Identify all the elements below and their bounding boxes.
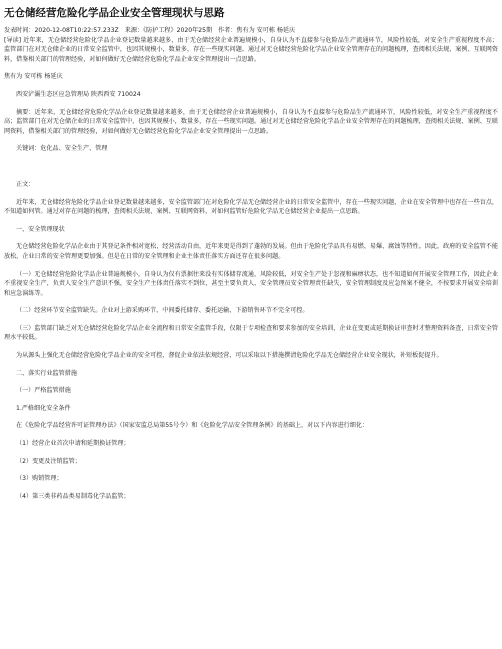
list-item: （2）变更及注销监管； bbox=[16, 457, 81, 465]
list-item: （4）第三类非药品类易制毒化学品监管； bbox=[16, 492, 130, 500]
subsection-heading: （一）严格监管措施 bbox=[16, 387, 71, 395]
list-item: （3）购销管理； bbox=[16, 475, 63, 483]
keywords: 关键词：危化品、安全生产、管理 bbox=[16, 145, 108, 153]
body-heading: 正文： bbox=[16, 180, 35, 188]
article-meta: 发表时间：2020-12-08T10:22:57.233Z 来源：《防护工程》2020年25期 作者：焦有为 安可栋 杨延庆 bbox=[4, 27, 296, 34]
abstract: 摘要：近年来，无仓储经营危险化学品企业登记数量越来越多，由于无仓储经营企业普遍规模小，自身认为不直接参与危险品生产流通环节，风险性较低，对安全生产重视程度不高；监管部门在对无仓储企业的日常安全监管中，也因其规模小，数量多，存在一些现实问题。通过对无仓储经营危险化学品企业安全管理存在的问题梳理，查阅相关法规、案例、互联网资料，借鉴相关部门的管理经验，对如何做好无仓储经营危险化学品企业安全管理提出一点思路。 bbox=[4, 108, 498, 135]
section1-paragraph-1: 无仓储经营危险化学品企业由于其登记条件相对宽松，经营活动自由，近年来更是得到了蓬勃的发展。但由于危险化学品具有易燃、易爆、腐蚀等特性。因此，政府的安全监管不能放松，企业日常的安全管理更要加强。但是在日常的安全管理和企业主体责任落实方面还存在很多问题。 bbox=[4, 243, 498, 260]
section1-paragraph-3: （二）经营环节安全监管缺失。企业对上游采购环节、中间委托储存、委托运输、下游销售环节不完全可控。 bbox=[16, 307, 309, 315]
section1-paragraph-2: （一）无仓储经营危险化学品企业普遍规模小，自身认为仅有票据往来没有实体储存流通，风险较低，对安全生产处于忽视和麻痹状态，也不知道如何开展安全管理工作，因此企业不重视安全生产，负责人安全生产意识不强，安全生产主体责任落实不到位，甚至主要负责人、安全管理员安全管理责任缺失，安全管理制度及应急预案不健全，不按要求开展安全培训和应急演练等。 bbox=[4, 270, 498, 297]
article-guide: [导读] 近年来，无仓储经营危险化学品企业登记数量越来越多，由于无仓储经营企业普遍规模小，自身认为不直接参与危险品生产流通环节，风险性较低，对安全生产重视程度不高；监管部门在对无仓储企业的日常安全监管中，也因其规模小，数量多，存在一些现实问题。通过对无仓储经营危险化学品企业安全管理存在的问题梳理，查阅相关法规、案例、互联网资料，借鉴相关部门的管理经验，对如何做好无仓储经营危险化学品企业安全管理提出一点思路。 bbox=[4, 36, 498, 63]
intro-paragraph: 近年来，无仓储经营危险化学品企业登记数量越来越多，安全监管部门在对危险化学品无仓储经营企业的日常安全监管中，存在一些现实问题，企业在安全管理中也存在一些盲点，不知道如何管。通过对存在问题的梳理，查阅相关法规、案例、互联网资料，对如何监管好危险化学品无仓储经营企业提出一点思路。 bbox=[4, 198, 498, 216]
section2-paragraph-1: 在《危险化学品经营许可证管理办法》（国家安监总局第55号令）和《危险化学品安全管理条例》的基础上，对以下内容进行细化： bbox=[16, 422, 369, 430]
affiliation: 西安浐灞生态区应急管理局 陕西西安 710024 bbox=[16, 90, 141, 98]
page-title: 无仓储经营危险化学品企业安全管理现状与思路 bbox=[4, 7, 225, 19]
section-heading-2: 二、落实行业监管措施 bbox=[16, 369, 77, 377]
item-heading: 1.严格细化安全条件 bbox=[16, 404, 71, 412]
section-heading-1: 一、安全管理现状 bbox=[16, 225, 65, 233]
section1-paragraph-4: （三）监管部门缺乏对无仓储经营危险化学品企业全流程和日常安全监管手段，仅限于专项检查和要求参加的安全培训，企业在变更或延期换证审查时才整理资料备查，日常安全管理水平较低。 bbox=[4, 324, 498, 342]
section1-paragraph-5: 为从源头上强化无仓储经营危险化学品企业的安全可控，督促企业依法依规经营，可以采取以下措施撰清危险化学品无仓储经营企业安全现状，补短板促提升。 bbox=[16, 352, 443, 360]
authors: 焦有为 安可栋 杨延庆 bbox=[4, 73, 63, 81]
list-item: （1）经营企业首次申请和延期换证管理； bbox=[16, 440, 130, 448]
